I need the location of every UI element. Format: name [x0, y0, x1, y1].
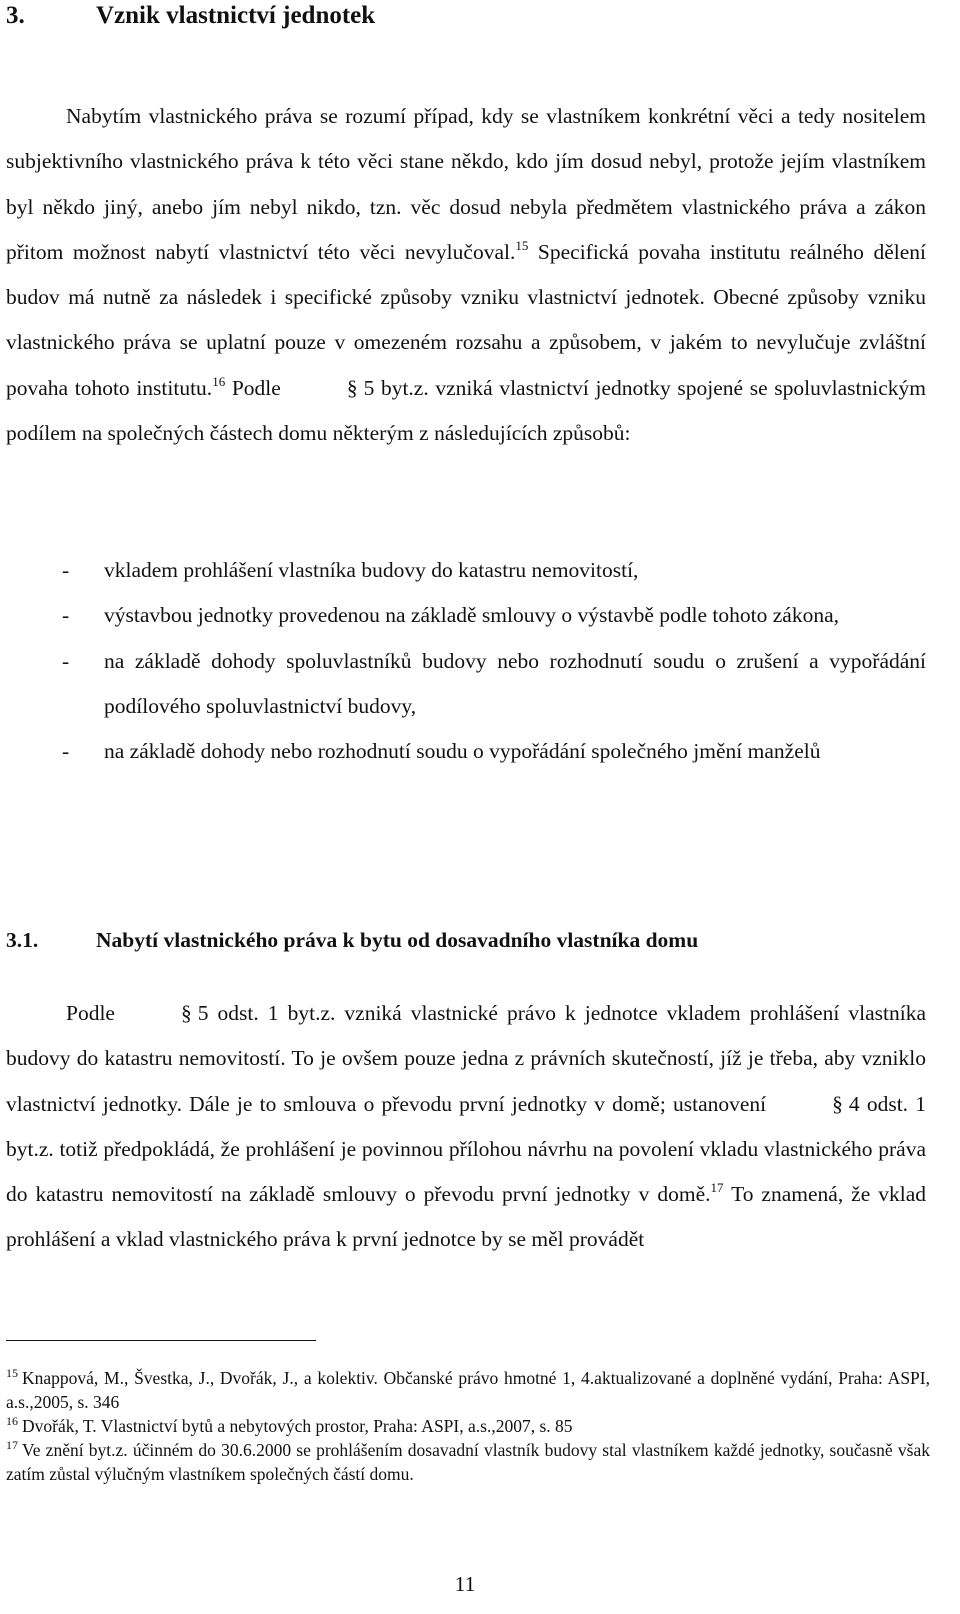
- paragraph-text: Nabytím vlastnického práva se rozumí případ, kdy se vlastníkem konkrétní věci a tedy nositelem subjektivního vlastnického práva k této věci stane někdo, kdo jím dosud nebyl, protože jejím vlastníkem byl někdo jiný, anebo jím nebyl nikdo, tzn. věc dosud nebyla předmětem vlastnického práva a zákon přitom možnost nabytí vlastnictví této věci nevylučoval.: [6, 104, 926, 264]
- list-dash: -: [62, 558, 70, 582]
- list-dash: -: [62, 739, 70, 764]
- list-item-text: vkladem prohlášení vlastníka budovy do katastru nemovitostí,: [104, 558, 639, 582]
- footnote-separator: [6, 1340, 316, 1341]
- list-item: [6, 639, 926, 730]
- section-sign: §: [180, 1001, 192, 1025]
- paragraph-text: Podle: [225, 375, 281, 400]
- list-item: [6, 593, 926, 638]
- paragraph-text: To znamená, že vklad prohlášení a vklad vlastnického práva k první jednotce by se měl provádět: [6, 1182, 926, 1252]
- footnote-text: Ve znění byt.z. účinném do 30.6.2000 se prohlášením dosavadní vlastník budovy stal vlastníkem každé jednotky, současně však zatím zůstal výlučným vlastníkem společných částí domu.: [6, 1440, 930, 1484]
- footnote-number: 16: [6, 1414, 18, 1428]
- footnote-ref-17[interactable]: 17: [710, 1180, 724, 1196]
- footnotes: [6, 1366, 930, 1486]
- paragraph-text: 4 odst. 1 byt.z. totiž předpokládá, že prohlášení je povinnou přílohou návrhu na povolení vkladu vlastnického práva do katastru nemovitostí na základě smlouvy o převodu první jednotky v domě.: [6, 1091, 926, 1207]
- chapter-title: Vznik vlastnictví jednotek: [96, 2, 376, 29]
- footnote: [6, 1438, 930, 1486]
- page-number: 11: [454, 1572, 476, 1596]
- list-item-text: výstavbou jednotky provedenou na základě smlouvy o výstavbě podle tohoto zákona,: [104, 603, 840, 628]
- footnote: [6, 1414, 930, 1438]
- list-item-text: na základě dohody spoluvlastníků budovy nebo rozhodnutí soudu o zrušení a vypořádání podílového spoluvlastnictví budovy,: [104, 648, 926, 718]
- list-item-text: na základě dohody nebo rozhodnutí soudu o vypořádání společného jmění manželů: [104, 739, 821, 764]
- footnote-ref-16[interactable]: 16: [212, 373, 226, 389]
- footnote-text: Knappová, M., Švestka, J., Dvořák, J., a kolektiv. Občanské právo hmotné 1, 4.aktualizované a doplněné vydání, Praha: ASPI, a.s.,2005, s. 346: [6, 1368, 930, 1412]
- chapter-heading: [6, 0, 375, 32]
- footnote-text: Dvořák, T. Vlastnictví bytů a nebytových prostor, Praha: ASPI, a.s.,2007, s. 85: [22, 1416, 573, 1436]
- paragraph-text: Podle: [66, 1001, 115, 1025]
- list-dash: -: [62, 603, 70, 628]
- paragraph-text: Specifická povaha institutu reálného dělení budov má nutně za následek i specifické způsoby vzniku vlastnictví jednotek. Obecné způsoby vzniku vlastnického práva se uplatní pouze v omezeném rozsahu a způsobem, v jakém to nevylučuje zvláštní povaha tohoto institutu.: [6, 239, 926, 400]
- paragraph-intro: [6, 94, 926, 456]
- paragraph-text: 5 odst. 1 byt.z. vzniká vlastnické právo k jednotce vkladem prohlášení vlastníka budovy do katastru nemovitostí. To je ovšem pouze jedna z právních skutečností, jíž je třeba, aby vzniklo vlastnictví jednotky. Dále je to smlouva o převodu první jednotky v domě; ustanovení: [6, 1001, 926, 1116]
- section-number: 3.1.: [6, 928, 39, 952]
- paragraph-section: [6, 991, 926, 1263]
- list-item: [6, 548, 926, 593]
- chapter-number: 3.: [6, 2, 25, 29]
- footnote-number: 15: [6, 1366, 18, 1380]
- section-sign: §: [832, 1091, 843, 1116]
- footnote-number: 17: [6, 1438, 18, 1452]
- footnote-ref-15[interactable]: 15: [515, 237, 529, 253]
- list-item: [6, 729, 926, 774]
- section-heading: [6, 924, 698, 956]
- footnote: [6, 1366, 930, 1414]
- section-sign: §: [346, 375, 358, 400]
- section-title: Nabytí vlastnického práva k bytu od dosavadního vlastníka domu: [96, 928, 699, 952]
- list-dash: -: [62, 648, 70, 673]
- paragraph-text: 5 byt.z. vzniká vlastnictví jednotky spojené se spoluvlastnickým podílem na společných částech domu některým z následujících způsobů:: [6, 375, 926, 446]
- methods-list: [6, 548, 926, 774]
